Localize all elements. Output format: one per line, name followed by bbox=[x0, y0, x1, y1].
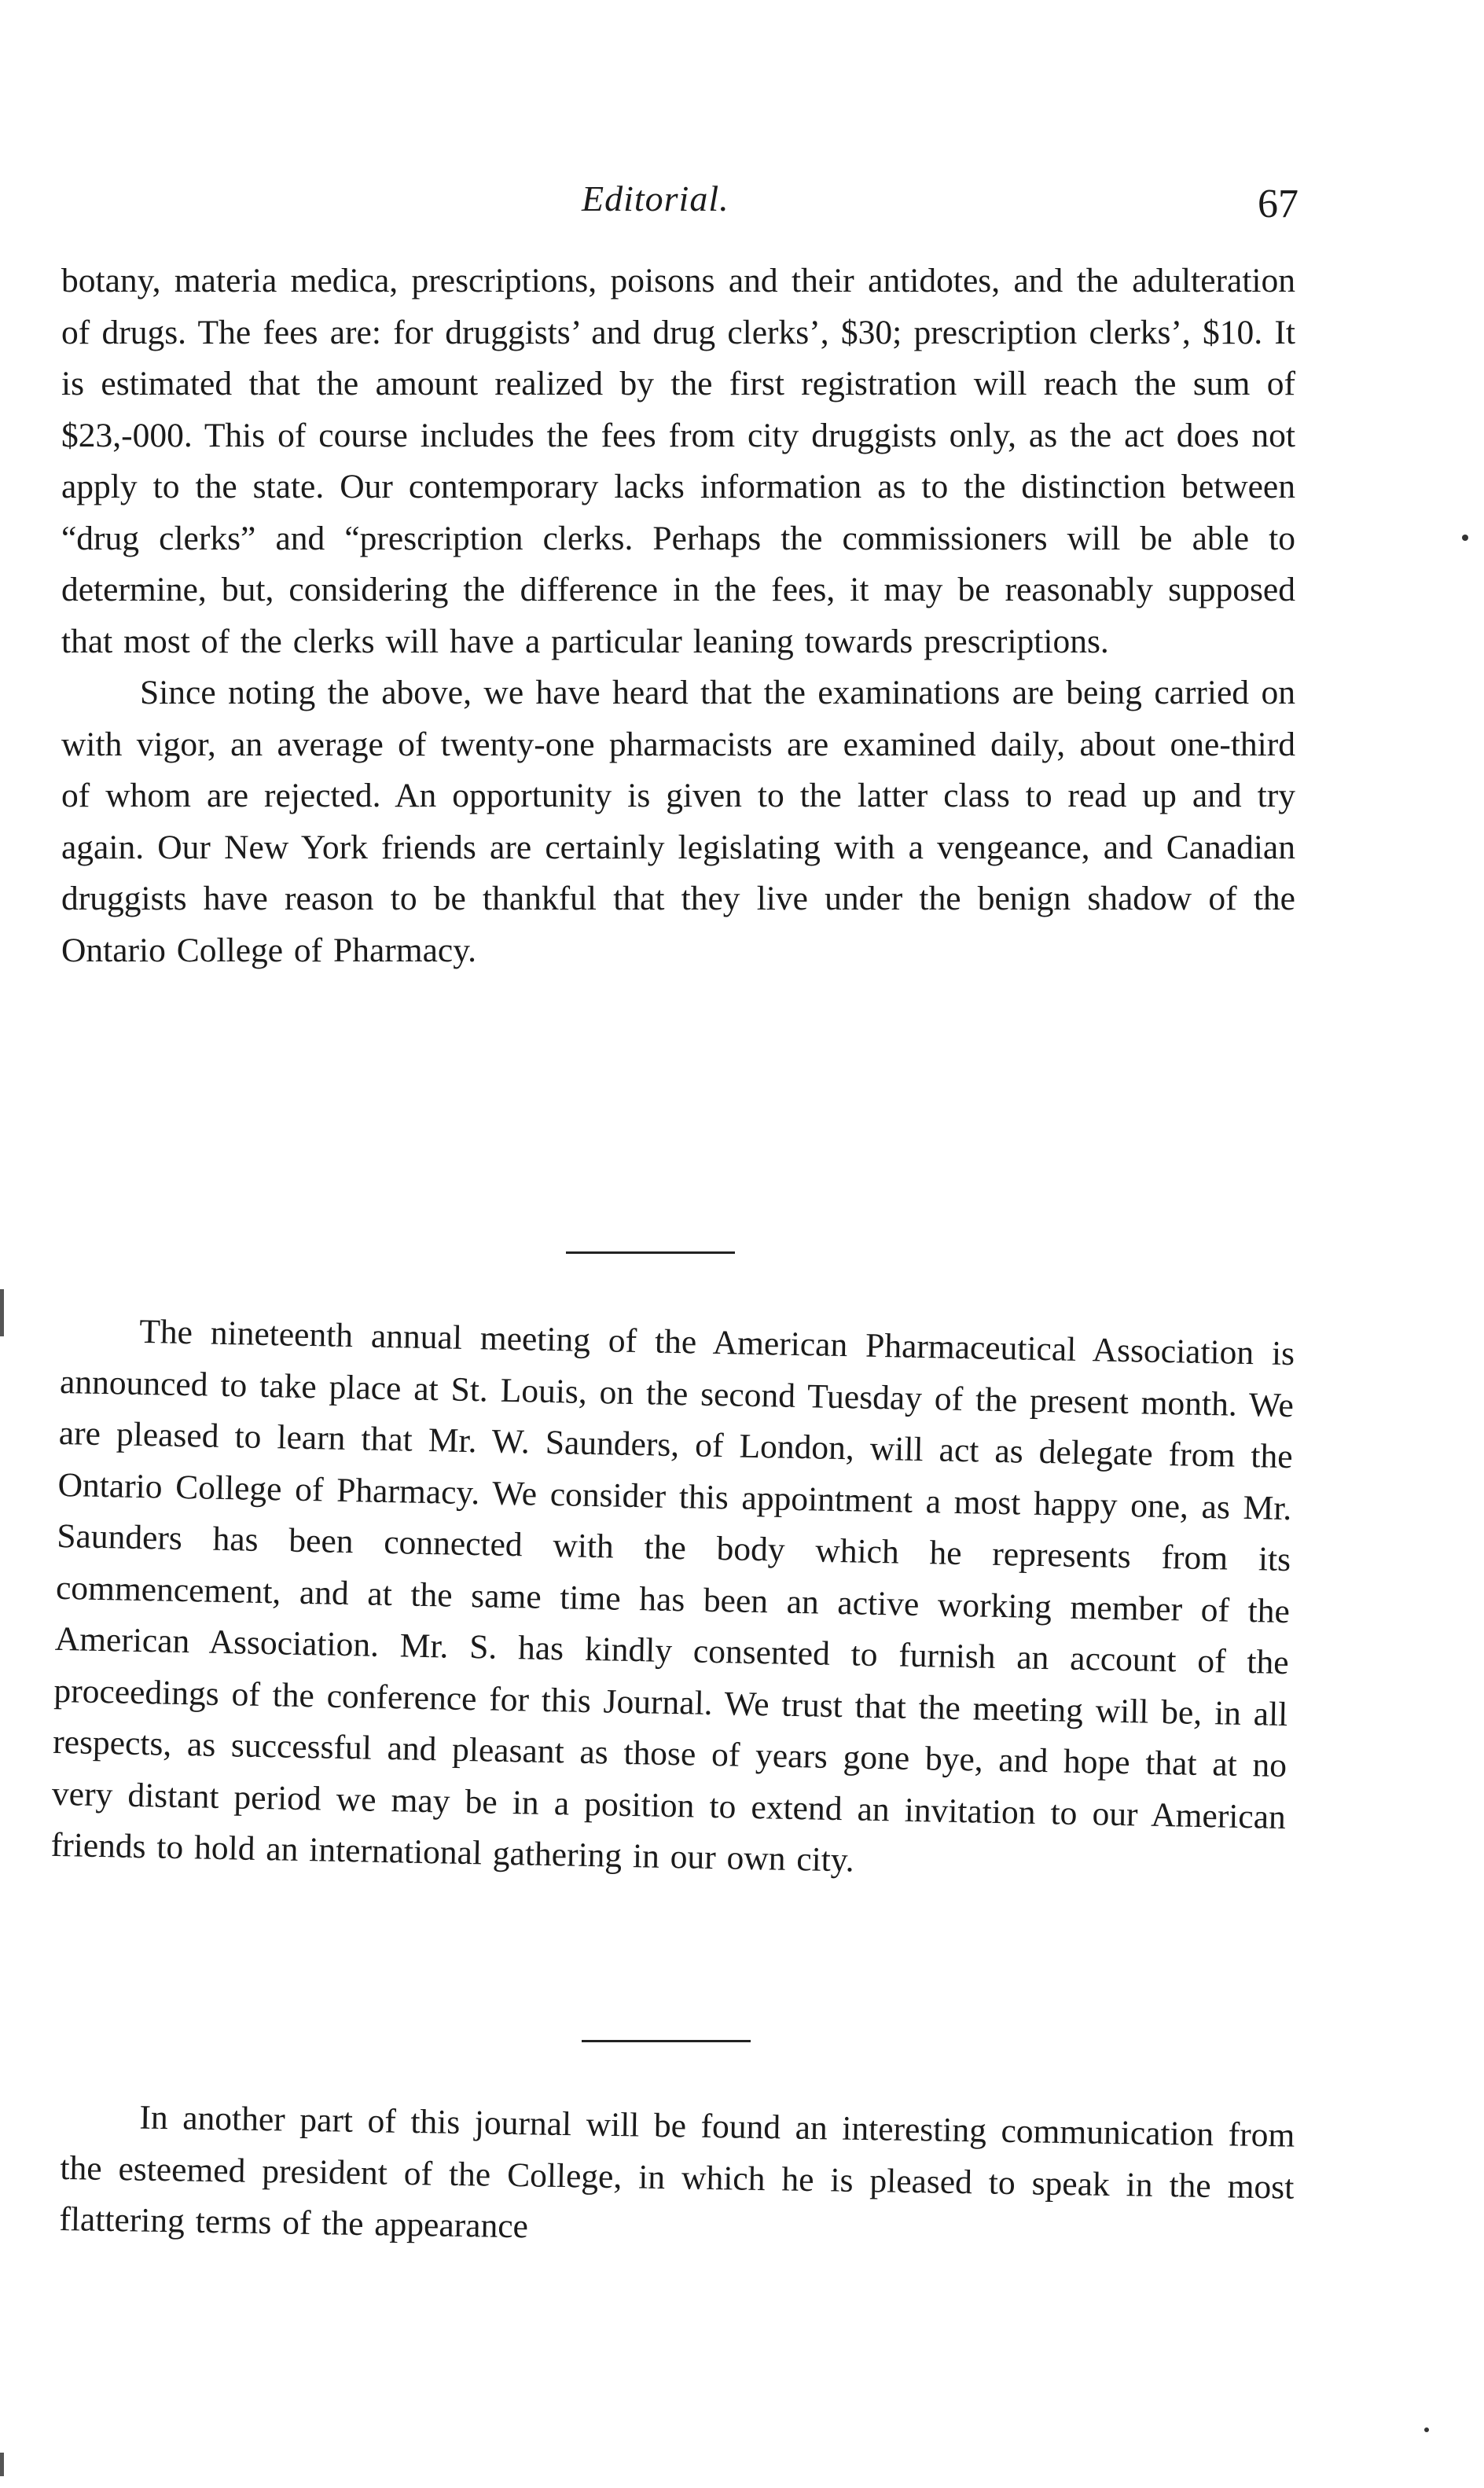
scan-speck bbox=[1424, 2427, 1429, 2432]
section-divider bbox=[582, 2040, 751, 2042]
scan-edge-mark bbox=[0, 2453, 4, 2476]
paragraph-annual-meeting: The nineteenth annual meeting of the American Pharmaceutical Association is announced to take place at St. Louis, on the second Tuesday of the present month. We are pleased to learn that Mr. W. Saunders, of London, will act as delegate from the Ontario College of Pharmacy. We consider this appointment a most happy one, as Mr. Saunders has been connected with the body which he represents from its commencement, and at the same time has been an active working member of the American Association. Mr. S. has kindly consented to furnish an account of the proceedings of the conference for this Journal. We trust that the meeting will be, in all respects, as successful and pleasant as those of years gone bye, and hope that at no very distant period we may be in a position to extend an invitation to our American friends to hold an international gathering in our own city. bbox=[50, 1312, 1295, 1880]
section-divider bbox=[566, 1251, 735, 1254]
running-title: Editorial. bbox=[582, 178, 729, 219]
scan-edge-mark bbox=[0, 1289, 4, 1336]
paragraph-registration-fees: botany, materia medica, prescriptions, poisons and their antidotes, and the adulteration of drugs. The fees are: for druggists’ and drug clerks’, $30; prescription clerks’, $10. It is estimated that the amount realized by the first registration will reach the sum of $23,-000. This of course includes the fees from city druggists only, as the act does not apply to the state. Our contemporary lacks information as to the distinction between “drug clerks” and “prescription clerks. Perhaps the commissioners will be able to determine, but, considering the difference in the fees, it may be reasonably supposed that most of the clerks will have a particular leaning towards prescriptions. bbox=[61, 262, 1295, 660]
running-head bbox=[0, 178, 1484, 241]
text-block-first bbox=[61, 255, 1295, 976]
scan-speck bbox=[1462, 535, 1468, 541]
text-block-second bbox=[50, 1305, 1295, 1895]
paragraph-examinations: Since noting the above, we have heard that the examinations are being carried on with vigor, an average of twenty-one pharmacists are examined daily, about one-third of whom are rejected. An opportunity is given to the latter class to read up and try again. Our New York friends are certainly legislating with a vengeance, and Canadian druggists have reason to be thankful that they live under the benign shadow of the Ontario College of Pharmacy. bbox=[61, 674, 1295, 969]
text-block-third bbox=[59, 2091, 1295, 2265]
paragraph-communication: In another part of this journal will be found an interesting communication from the esteemed president of the College, in which he is pleased to speak in the most flattering terms of the appearance bbox=[59, 2098, 1295, 2246]
page-number: 67 bbox=[1258, 182, 1298, 226]
